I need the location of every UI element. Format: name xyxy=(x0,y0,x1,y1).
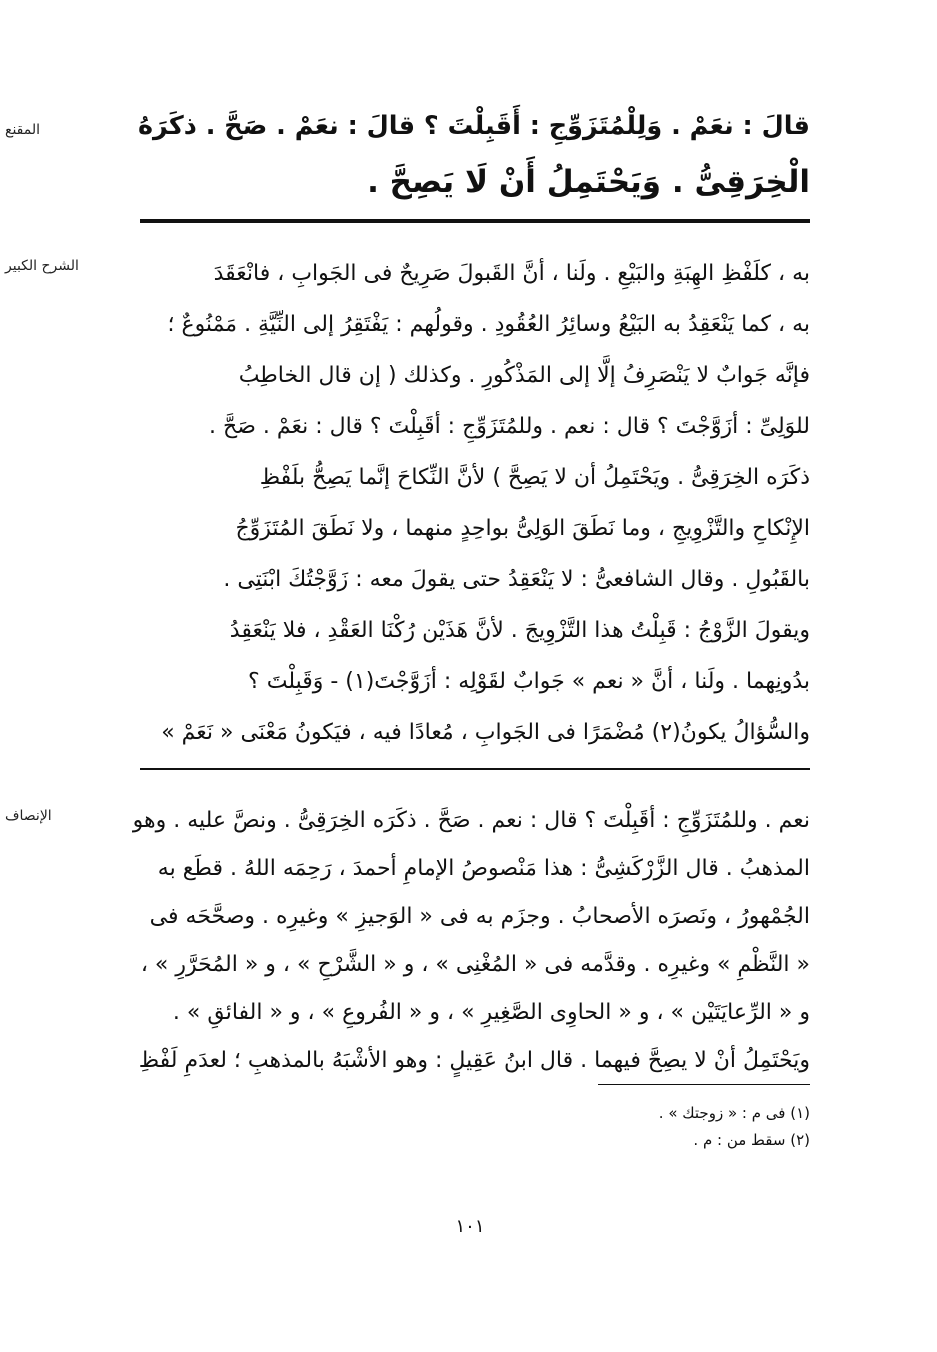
text-line: قالَ : نعَمْ . وَلِلْمُتَزَوِّجِ : أَقَبِلْتَ ؟ قالَ : نعَمْ . صَحَّ . ذكَرَهُ xyxy=(138,111,810,141)
text-line: به ، كلَفْظِ الهِبَةِ والبَيْعِ . ولَنا ، أنَّ القَبولَ صَرِيحٌ فى الجَوابِ ، فانْعَقَدَ xyxy=(213,261,810,286)
text-line: للوَلِىِّ : أزَوَّجْتَ ؟ قال : نعم . وللمُتَزَوِّجِ : أقَبِلْتَ ؟ قال : نعَمْ . صَحَّ . xyxy=(209,414,810,439)
text-line: و « الرِّعايَتَيْن » ، و « الحاوِى الصَّغِيرِ » ، و « الفُروعِ » ، و « الفائقِ » . xyxy=(172,1000,810,1025)
text-line: ويَحْتَمِلُ أنْ لا يصِحَّ فيهما . قال ابنُ عَقِيلٍ : وهو الأشْبَهُ بالمذهبِ ؛ لعدَمِ لَفْظِ xyxy=(138,1048,810,1073)
section-label-muqni: المقنع xyxy=(5,122,41,138)
text-line: بدُونِهما . ولَنا ، أنَّ « نعم » جَوابٌ لقَوْلِه : أزَوَّجْتَ(١) - وَقَبِلْتَ ؟ xyxy=(248,669,810,694)
text-line: المذهبُ . قال الزَّرْكَشِىُّ : هذا مَنْصوصُ الإمامِ أحمدَ ، رَحِمَه اللهُ . قطَع به xyxy=(157,856,810,881)
text-line: ذكَرَه الخِرَقِىُّ . ويَحْتَمِلُ أن لا يَصِحَّ ) لأنَّ النِّكاحَ إنَّما يَصِحُّ بلَفْظِ xyxy=(259,465,810,490)
text-line: « النَّظْمِ » وغيرِه . وقدَّمه فى « المُغْنِى » ، و « الشَّرْحِ » ، و « المُحَرَّرِ » ، xyxy=(140,952,810,977)
footnote-divider xyxy=(598,1084,810,1085)
footnote: (١) فى م : « زوجتك » . xyxy=(658,1104,810,1122)
insaf-text xyxy=(132,797,810,1085)
text-line: به ، كما يَنْعَقِدُ به البَيْعُ وسائِرُ العُقُودِ . وقولُهم : يَفْتَقِرُ إلى النِّيَّةِ . مَمْنُوعٌ ؛ xyxy=(167,312,810,337)
text-line: الجُمْهورُ ، ونَصرَه الأصحابُ . وجزَم به فى « الوَجيزِ » وغيرِه . وصحَّحَه فى xyxy=(149,904,810,929)
muqni-text xyxy=(132,98,810,210)
text-line: فإنَّه جَوابٌ لا يَنْصَرِفُ إلَّا إلى المَذْكُورِ . وكذلك ( إن قال الخاطِبُ xyxy=(238,363,810,388)
text-line: والسُّؤالُ يكونُ(٢) مُضْمَرًا فى الجَوابِ ، مُعادًا فيه ، فيَكونُ مَعْنَى « نَعَمْ » xyxy=(161,720,810,745)
section-label-sharh: الشرح الكبير xyxy=(5,258,79,274)
footnotes xyxy=(500,1100,810,1154)
section-divider-thick xyxy=(140,219,810,223)
sharh-text xyxy=(132,248,810,758)
text-line: الْخِرَقِىُّ . وَيَحْتَمِلُ أَنْ لَا يَصِحَّ . xyxy=(367,164,810,200)
section-divider xyxy=(140,768,810,770)
text-line: بالقَبُولِ . وقال الشافعىُّ : لا يَنْعَقِدُ حتى يقولَ معه : زَوَّجْتُكَ ابْنَتِى . xyxy=(223,567,810,592)
text-line: ويقولَ الزَّوْجُ : قَبِلْتُ هذا التَّزْوِيجَ . لأنَّ هَذَيْن رُكْنَا العَقْدِ ، فلا يَنْعَقِدُ xyxy=(229,618,810,643)
footnote: (٢) سقط من : م . xyxy=(693,1131,810,1149)
page-number: ١٠١ xyxy=(455,1216,485,1237)
section-label-insaf: الإنصاف xyxy=(5,808,52,824)
text-line: نعم . وللمُتَزَوِّجِ : أقَبِلْتَ ؟ قال : نعم . صَحَّ . ذكَرَه الخِرَقِىُّ . ونصَّ عليه . وهو xyxy=(132,808,810,833)
text-line: الإِنْكاحِ والتَّزْوِيجِ ، وما نَطَقَ الوَلِىُّ بواحِدٍ منهما ، ولا نَطَقَ المُتَزَوِّجُ xyxy=(235,516,810,541)
